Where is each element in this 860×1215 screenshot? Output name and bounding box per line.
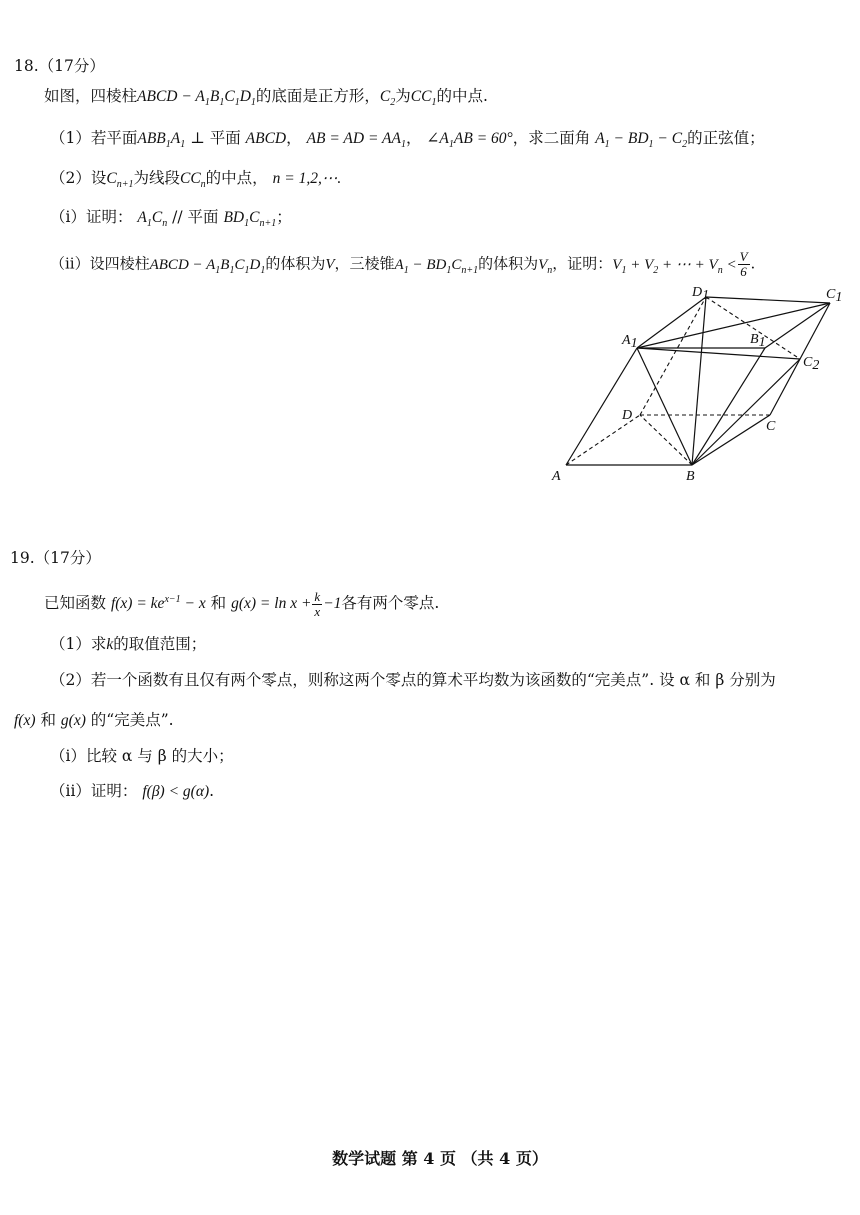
q19-k: k bbox=[106, 636, 114, 653]
angle-a1ab: $\angle A_1AB = 60^\circ$ bbox=[426, 130, 513, 151]
q18-p2-d: n = 1,2,⋯. bbox=[272, 170, 342, 187]
function-g bbox=[231, 589, 342, 619]
q19-pii-end: . bbox=[209, 782, 215, 800]
edge-bc bbox=[692, 415, 770, 465]
q19-intro-d: 和 bbox=[210, 594, 227, 613]
segment-bd-hidden bbox=[640, 415, 692, 465]
q18-p1-a: （1）若平面 bbox=[50, 129, 138, 147]
edge-bb1 bbox=[692, 348, 765, 465]
q18-p1-f: 的正弦值； bbox=[687, 129, 765, 147]
q18-pi-c: ； bbox=[276, 208, 292, 226]
q18-p2-a: （2）设 bbox=[50, 169, 107, 187]
page-footer: 数学试题 第 4 页 （共 4 页） bbox=[332, 1149, 548, 1168]
q18-intro-d: 的中点. bbox=[436, 87, 488, 105]
q18-intro-b: 的底面是正方形， bbox=[255, 87, 380, 105]
q18-intro bbox=[44, 86, 488, 107]
q19-part2-line2 bbox=[14, 710, 174, 731]
q19-inequality: f(β) < g(α) bbox=[142, 783, 210, 800]
q19-part1 bbox=[50, 634, 206, 655]
equal-lengths: AB = AD = $AA_1$ bbox=[306, 130, 406, 151]
q18-p2-c: 的中点， bbox=[205, 169, 268, 187]
frac-x: x bbox=[314, 604, 321, 619]
q18-header: 18.（17分） bbox=[14, 57, 105, 75]
f-exponent: x−1 bbox=[164, 593, 181, 605]
q18-intro-c: 为 bbox=[395, 87, 411, 105]
fraction-v-over-6 bbox=[738, 250, 750, 279]
q19-intro-a: 已知函数 bbox=[44, 594, 107, 613]
point-cn1: $C_{n+1}$ bbox=[106, 170, 134, 191]
f-minus-x: − x bbox=[184, 595, 206, 613]
q18-part2-i bbox=[50, 207, 292, 228]
plane-abcd: ABCD bbox=[245, 130, 287, 147]
q19-fx: f(x) bbox=[14, 712, 36, 729]
plane-bd1cn1: $BD_1C_{n+1}$ bbox=[223, 209, 277, 230]
segment-a1c1 bbox=[637, 303, 830, 348]
q19-p1-end: 的取值范围； bbox=[113, 635, 207, 653]
dihedral-angle: $A_1 - BD_1 - C_2$ bbox=[595, 130, 688, 151]
segment-ccn: $CC_n$ bbox=[179, 170, 206, 191]
prism-figure bbox=[548, 282, 848, 488]
q18-intro-a: 如图，四棱柱 bbox=[44, 87, 138, 105]
q19-gx: g(x) bbox=[60, 712, 86, 729]
volume-sum: $V_1 + V_2$ + ⋯ + $V_n$ < bbox=[612, 256, 737, 276]
label-d: D bbox=[622, 408, 633, 423]
segment-d1c2-hidden bbox=[706, 297, 800, 359]
edge-dd1-hidden bbox=[640, 297, 706, 415]
pyramid-name: $A_1 - BD_1C_{n+1}$ bbox=[394, 256, 479, 276]
g-minus-1: −1 bbox=[323, 595, 342, 613]
plane-abb1a1: $ABB_1A_1$ bbox=[137, 130, 186, 151]
q18-pii-d: 的体积为 bbox=[478, 254, 539, 273]
q19-part2-ii bbox=[50, 781, 214, 802]
q18-p1-b: ⊥ 平面 bbox=[190, 129, 241, 147]
q18-pii-e: ，证明： bbox=[552, 254, 613, 273]
q18-p1-e: ，求二面角 bbox=[512, 129, 591, 147]
segment-cc1: $CC_1$ bbox=[410, 88, 437, 109]
q19-intro bbox=[44, 590, 439, 619]
q19-intro-g: 各有两个零点. bbox=[341, 594, 440, 613]
q19-and: 和 bbox=[40, 711, 56, 729]
segment-bc2 bbox=[692, 359, 800, 465]
q18-pi-a: （i）证明： bbox=[50, 208, 133, 226]
prism-name-2: ABCD − $A_1B_1C_1D_1$ bbox=[149, 256, 266, 276]
label-d1: D1 bbox=[692, 285, 710, 303]
segment-bd1 bbox=[692, 297, 706, 465]
edge-d1c1 bbox=[706, 297, 830, 303]
frac-num: V bbox=[739, 249, 748, 264]
q19-perfect-point: 的“完美点”. bbox=[90, 711, 174, 729]
label-a: A bbox=[552, 469, 561, 484]
q18-part2 bbox=[50, 168, 341, 189]
q19-header: 19.（17分） bbox=[10, 549, 101, 567]
q18-pi-b: // 平面 bbox=[172, 208, 219, 226]
label-c2: C2 bbox=[803, 355, 820, 373]
q18-part1 bbox=[50, 128, 765, 149]
fraction-k-over-x bbox=[312, 590, 322, 619]
line-a1cn: $A_1C_n$ bbox=[137, 209, 168, 230]
label-b1: B1 bbox=[750, 332, 766, 350]
edge-aa1 bbox=[566, 348, 637, 465]
q18-p2-b: 为线段 bbox=[133, 169, 180, 187]
q18-pii-a: （ii）设四棱柱 bbox=[50, 254, 150, 273]
label-c: C bbox=[766, 419, 776, 434]
q18-part2-ii bbox=[50, 250, 755, 279]
f-def: f(x) = ke bbox=[110, 595, 165, 613]
frac-den: 6 bbox=[740, 264, 747, 279]
q19-pii-a: （ii）证明： bbox=[50, 782, 138, 800]
frac-k: k bbox=[314, 589, 321, 604]
q19-p1: （1）求 bbox=[50, 635, 107, 653]
g-def: g(x) = ln x + bbox=[231, 595, 312, 613]
label-b: B bbox=[686, 469, 695, 484]
point-c2: $C_2$ bbox=[379, 88, 396, 109]
function-f bbox=[111, 595, 206, 612]
segment-a1c2 bbox=[637, 348, 800, 359]
label-c1: C1 bbox=[826, 287, 843, 305]
volume-v: V bbox=[325, 256, 335, 273]
q18-pii-end: . bbox=[750, 254, 756, 273]
label-a1: A1 bbox=[622, 333, 638, 351]
q19-part2-i: （i）比较 α 与 β 的大小； bbox=[50, 747, 234, 765]
q19-part2-line1: （2）若一个函数有且仅有两个零点，则称这两个零点的算术平均数为该函数的“完美点”. 设 α 和 β 分别为 bbox=[50, 671, 776, 689]
prism-name: ABCD − $A_1B_1C_1D_1$ bbox=[137, 88, 256, 109]
volume-vn: $V_n$ bbox=[538, 256, 553, 276]
q18-p1-d: ， bbox=[405, 129, 422, 147]
edge-b1c1 bbox=[765, 303, 830, 348]
q18-pii-b: 的体积为 bbox=[265, 254, 326, 273]
q18-p1-c: ， bbox=[286, 129, 302, 147]
q18-pii-c: ，三棱锥 bbox=[334, 254, 395, 273]
